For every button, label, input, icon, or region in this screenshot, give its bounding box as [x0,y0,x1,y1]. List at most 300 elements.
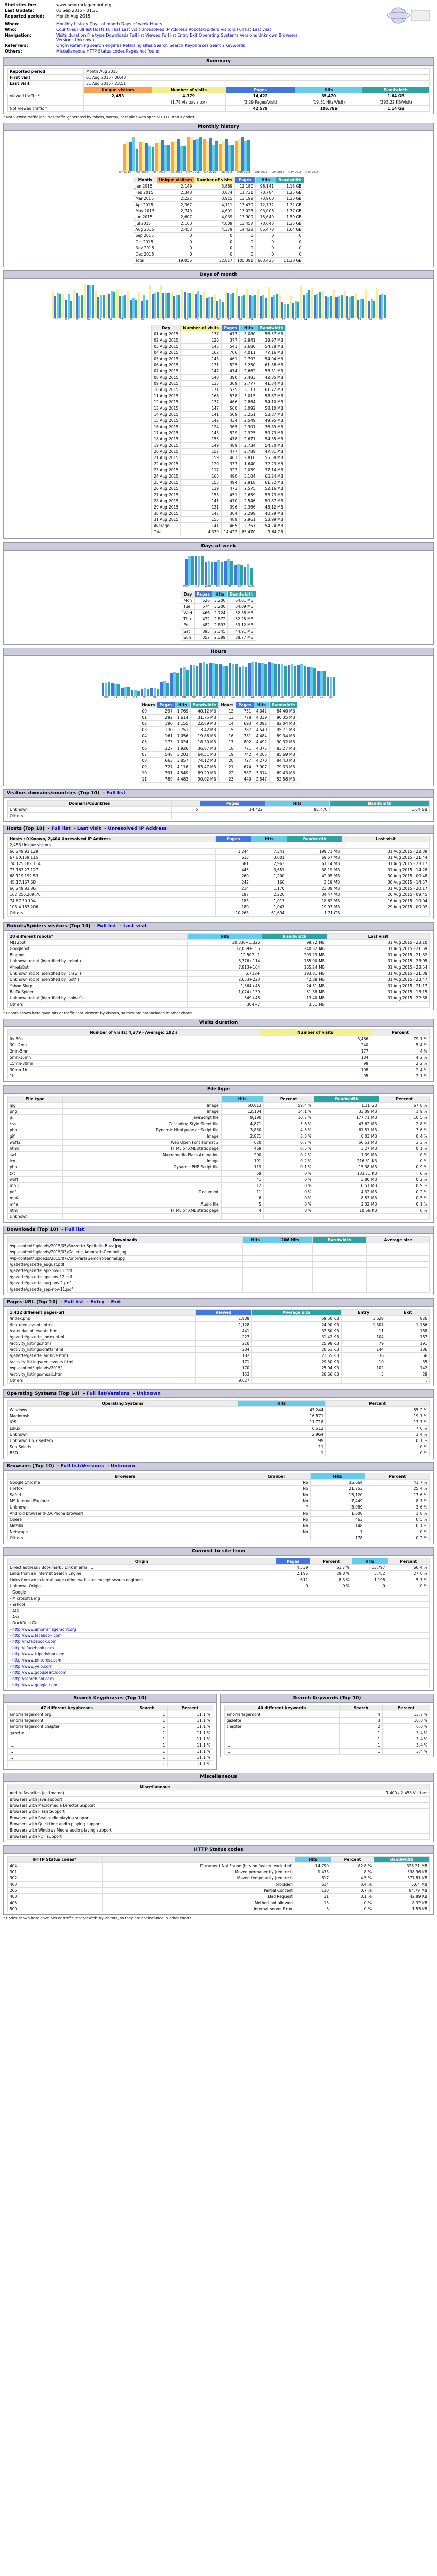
table-cell: . [386,1378,429,1384]
table-header-row [8,1096,430,1103]
table-cell: 3,200 [212,604,227,610]
os-full-list-link[interactable]: Full list/Versions [86,1391,130,1396]
first-visit-value: 01 Aug 2015 - 00:48 [84,75,430,81]
table-cell: 0 [194,233,235,239]
table-cell: 8.03 MB [314,1133,379,1140]
nav-label: Navigation: [5,33,32,38]
downloads-title: Downloads (Top 10) [7,1227,59,1232]
table-cell: 199.71 MB [287,849,342,855]
nav-referrers-links[interactable]: Origin Referring search engines Referring sites Search Search Keyphrases Search Keywords [56,43,245,48]
pages-entry-link[interactable]: Entry [90,1300,105,1305]
hosts-last-visit-link[interactable]: Last visit [77,826,102,832]
table-cell: 180 [215,904,251,910]
table-cell: 0 [276,251,304,258]
table-cell: 171 [195,1359,252,1365]
table-cell: 5mn-15mn [8,1055,260,1061]
os-unknown-link[interactable]: Unknown [136,1391,161,1396]
table-cell: 802 [236,739,254,745]
table-cell: 3,089 [310,1504,365,1511]
table-cell: 29 Aug 2015 - 00:02 [342,904,430,910]
downloads-full-list-link[interactable]: Full list [65,1227,85,1232]
referring-site-item: - http://www.google.com [8,1682,430,1688]
table-cell: 1.59 GB [276,214,304,221]
table-cell: Oct 2015 [133,239,157,245]
chart-bar [121,688,124,696]
table-header-cell: Hits [251,836,287,842]
table-cell [302,1821,430,1827]
table-cell: 13,457 [235,221,256,227]
table-cell: 171 [181,387,222,393]
robots-table [7,933,430,1008]
table-cell: 3,651 [251,867,287,873]
robots-last-visit-link[interactable]: Last visit [123,924,147,929]
table-cell: 206 [8,1888,103,1894]
table-row [152,504,286,511]
table-cell: 5.6 % [264,1121,314,1127]
table-cell: 2,963 [251,861,287,867]
table-cell: 38.77 MB [228,635,256,641]
table-cell: 4,265 [254,752,269,758]
table-cell: 140 [181,375,222,381]
table-cell: 214 [215,886,251,892]
chart-label: 05 [97,318,102,321]
table-cell: 170 [195,1365,252,1371]
table-row [152,375,286,381]
table-cell: Links from an Internet Search Engine [8,1571,276,1577]
table-cell: 477 [222,331,240,337]
hosts-unresolved-link[interactable]: Unresolved IP Address [108,826,167,832]
bar-group [203,291,213,318]
table-cell: Bad Request [102,1894,295,1900]
table-cell: 31 Aug 2015 - 21:44 [342,855,430,861]
table-row [133,183,304,190]
table-cell: 0.2 % [264,1158,314,1164]
table-cell: 188 [386,1328,429,1334]
chart-label: 16 [216,318,221,321]
table-cell: 126 [181,337,222,344]
chart-bar [237,564,240,585]
os-title: Operating Systems (Top 10) [7,1391,80,1396]
table-cell: 771 [236,745,254,752]
table-cell: 1,128 [195,1322,252,1328]
table-cell: 40.12 MB [191,708,218,715]
chart-bar [349,297,351,318]
table-cell: 5,752 [352,1571,388,1577]
table-header-cell: Hits [265,801,330,807]
table-cell: 47,244 [238,1407,325,1413]
table-cell: 04 [140,733,157,739]
table-row [8,1608,430,1614]
table-cell: ... [7,1761,126,1767]
bar-group [317,671,326,696]
chart-bar [206,141,209,171]
table-cell: 1.64 GB [276,227,304,233]
table-cell: 165.24 MB [262,964,327,971]
chart-bar [139,142,142,171]
table-cell: 183 [215,898,251,904]
table-header-cell: Percent [264,1096,314,1103]
table-row [133,214,304,221]
chart-bar [92,285,94,318]
table-cell: 15.38 MB [314,1164,379,1171]
table-header-cell: Hits [240,325,258,331]
table-cell: 51.38 MB [262,989,327,995]
table-cell: 0 [235,251,256,258]
table-cell: Jun 2015 [133,214,157,221]
table-row [8,886,430,892]
search-engine-item: - AOL [8,1608,430,1614]
table-cell: 42.85 MB [258,375,285,381]
table-cell: 1,564+45 [187,983,262,989]
table-header-cell: Hits [295,1857,331,1863]
chart-label: 19 [249,318,253,321]
table-cell: Others [8,910,216,917]
table-cell: 75,649 [256,214,276,221]
table-row [8,873,430,879]
table-cell: 159 [181,455,222,461]
table-cell: 141 [181,498,222,504]
chart-bar [106,293,108,318]
table-row [8,1523,430,1529]
chart-bar [250,568,253,585]
table-cell: 31 Aug 2015 - 23:17 [342,861,430,867]
chart-bar [384,295,386,318]
table-row [8,1498,430,1504]
browsers-section: Browsers (Top 10) - Full list/Versions - Unknown Browsers Grabber Hits Percent Google Chrome No 35,664 41.7 % Firefox No 21,753 25.4 % Safari No 15,120 17.6 % MS Internet Explorer No 7,449 8.7 % Unknown ? 3,089 3.6 % Android browser (PDA/Phone browser) No 1,600 1.8 % Opera No 463 0.5 % Mozilla No 148 0.1 % Netscape No 1 0 % Others 178 0.2 % [3,1462,434,1544]
table-row [8,1809,430,1815]
table-cell [312,1280,366,1286]
table-header-cell: Pages [194,591,212,598]
table-header-cell: Hits [212,591,227,598]
nav-others-links[interactable]: Miscellaneous HTTP Status codes Pages not found [56,49,160,54]
chart-bar [199,137,202,171]
chart-bar [209,138,212,171]
table-cell: 33.09 MB [314,1109,379,1115]
os-section: Operating Systems (Top 10) - Full list/Versions - Unknown Operating Systems Hits Percent Windows 47,244 55.2 % Macintosh 16,871 19.7 % iOS 11,718 13.7 % Linux 6,512 7.6 % Unknown 2,964 3.4 % Unknown Unix system 99 0.1 % Sun Solaris 11 0 % BSD 1 0 % [3,1389,434,1459]
table-cell [312,1256,366,1262]
table-cell: 470 [222,498,240,504]
table-header-cell: Number of visits: 4,379 - Average: 192 s [8,1030,260,1036]
table-cell: Browsers with Quicktime audio playing support [8,1821,302,1827]
hosts-full-list-link[interactable]: Full list [51,826,71,832]
table-cell: php [8,1164,63,1171]
chart-bar [243,295,245,318]
table-cell: 17 Aug 2015 [152,430,181,436]
table-row [8,879,430,886]
summary-title: Summary [3,57,434,65]
chart-bar [371,299,373,318]
viewed-value: 1.64 GB [362,93,430,99]
bar-group [214,560,223,585]
table-cell: 1,600 [310,1511,365,1517]
nav-who-links[interactable]: Countries Full list Hosts Full list Last visit Unresolved IP Address Robots/Spiders visitors Full list Last visit [56,27,271,32]
table-cell: 0 % [379,1152,430,1158]
pages-full-list-link[interactable]: Full list [64,1300,84,1305]
table-cell: 2.2 % [371,1061,430,1067]
table-cell: 37.14 MB [258,467,285,473]
table-cell: /wp-content/uploads/2015/... [8,1365,196,1371]
table-cell [63,1214,221,1220]
table-cell: 560 [222,405,240,412]
hosts-section: Hosts (Top 10) - Full list - Last visit - Unresolved IP Address Hosts : 0 Known, 2,404 Unresolved IP Address Pages Hits Bandwidth Last visit 2,453 Unique visitors 66.249.93.129 1,244 7,341 199.71 MB 31 Aug 2015 - 22:39 67.80.159.115 613 3,001 69.57 MB 31 Aug 2015 - 21:44 74.125.182.114 581 2,963 61.14 MB 31 Aug 2015 - 23:17 73.163.27.127 445 3,651 38.19 MB 31 Aug 2015 - 14:28 68.119.192.53 260 1,200 42.05 MB 30 Aug 2015 - 00:48 45.17.167.68 242 160 3.19 MB 30 Aug 2015 - 14:57 66.249.93.86 214 1,170 23.39 MB 31 Aug 2015 - 20:17 162.250.209.70 197 2,226 34.47 MB 26 Aug 2015 - 09:45 74.67.30.194 183 1,017 18.62 MB 16 Aug 2015 - 19:04 108.4.163.206 180 1,047 19.93 MB 29 Aug 2015 - 00:02 Others 10,263 61,694 1.21 GB [3,825,434,919]
bar-group [195,556,204,585]
table-row [8,861,430,867]
bar-group [229,663,238,696]
table-cell: 54.04 MB [258,356,285,362]
table-cell: 30mn-1h [8,1067,260,1073]
chart-label: 22 [320,696,323,699]
chart-bar [205,562,207,585]
chart-bar [180,668,182,696]
table-cell: 25.4 % [365,1486,429,1492]
search-section [3,1694,434,1770]
chart-bar [260,296,262,318]
hours-section [3,648,434,786]
chart-bar [123,144,126,171]
bar-group [209,663,218,696]
table-cell: mp4 [8,1195,63,1201]
duration-section [3,1019,434,1082]
table-header-cell: Bandwidth [276,177,304,183]
chart-bar [76,293,78,318]
table-cell: 00 [140,708,157,715]
table-cell: 4,375 [254,745,269,752]
chart-label: 02 [65,318,69,321]
table-cell: Document Not Found (hits on favicon excluded) [102,1863,295,1869]
table-header-cell: Search [126,1705,167,1711]
table-cell: 1.13 GB [276,183,304,190]
table-row [8,1626,430,1633]
table-cell: 0 % [264,1177,314,1183]
table-header-cell: Hours [218,702,236,708]
table-cell: Others [8,1378,196,1384]
table-cell: 74.67.30.194 [8,898,216,904]
table-cell: 0.4 % [379,1133,430,1140]
bar-group [365,290,375,318]
table-row [8,1195,430,1201]
table-row [7,1724,213,1730]
chart-bar [244,567,246,585]
table-cell: /activity_listings.html [8,1341,196,1347]
table-cell: 663 [157,758,175,764]
table-cell: 1,166 [386,1322,429,1328]
table-cell: ... [224,1736,340,1742]
notviewed-value [84,106,152,112]
chart-bar [265,298,267,318]
table-row [8,1201,430,1208]
table-cell: Dynamic Html page or Script file [63,1127,221,1133]
table-cell: 22.89 MB [191,721,218,727]
table-cell [268,1268,313,1274]
chart-bar [198,556,200,585]
table-cell: 15 [218,727,236,733]
table-cell: 1.9 % [379,1109,430,1115]
pages-exit-link[interactable]: Exit [111,1300,121,1305]
table-cell: 1 [310,1529,365,1535]
table-row [8,1274,430,1280]
chart-bar [330,296,332,318]
table-cell: 143 [181,430,222,436]
table-cell: 548 [157,752,175,758]
table-cell: pdf [8,1189,63,1195]
chart-bar [227,293,229,318]
table-cell: 0.2 % [264,1152,314,1158]
table-cell: 168 [181,393,222,399]
table-row [224,1742,430,1749]
table-cell: Method not allowed [102,1900,295,1906]
table-cell [242,1280,268,1286]
table-cell: 30 Aug 2015 [152,511,181,517]
robots-full-list-link[interactable]: Full list [97,924,116,929]
table-cell: 706 [222,350,240,356]
table-cell [268,1286,313,1293]
table-cell: 1,200 [251,873,287,879]
table-cell: 137 [181,399,222,405]
table-cell: 2,724 [212,610,227,616]
table-cell: 1,769 [175,708,190,715]
chart-bar [235,664,238,696]
table-cell: 35,664 [310,1480,365,1486]
chart-bar [268,662,271,696]
table-cell: 0 % [310,1583,352,1589]
domains-title: Visitors domains/countries (Top 10) [7,791,100,796]
table-cell: 17.6 % [365,1492,429,1498]
table-cell: 117 [181,467,222,473]
table-cell [312,1249,366,1256]
table-row [7,1761,213,1767]
table-cell: 31 Aug 2015 - 13:15 [327,989,429,995]
table-row [8,1869,430,1875]
table-cell: 99 [238,1438,325,1444]
table-header-cell: Pages [157,702,175,708]
duration-table [7,1029,430,1079]
nav-navigation-links[interactable]: Visits duration File type Downloads Full list Viewed Full list Entry Exit Operating Systems Versions Unknown Browsers Versions Unknown [56,33,298,42]
table-cell: 08 [140,758,157,764]
referrers-section [3,1547,434,1691]
table-row [8,1365,430,1371]
table-header-cell: Downloads [8,1237,243,1243]
table-cell: 400 [8,1894,103,1900]
table-cell: 14.1 % [264,1109,314,1115]
table-row [152,443,286,449]
table-cell: 58.87 MB [258,393,285,399]
domains-full-list-link[interactable]: Full list [106,791,126,796]
table-cell: 53.12 MB [228,622,256,629]
chart-bar [173,296,175,318]
table-cell: No [243,1486,311,1492]
table-row [8,1620,430,1626]
table-cell: 7,341 [251,849,287,855]
table-cell: 10.3 % [382,1718,430,1724]
header-label: Reported period: [5,14,44,19]
chart-bar [162,293,164,318]
table-cell: ... [7,1742,126,1749]
pages-section: Pages-URL (Top 10) - Full list - Entry - Exit 1,422 different pages-url Viewed Average size Entry Exit /index.php 1,909 59.50 KB 1,629 826 /featured_events.html 1,128 24.90 KB 1,307 1,166 /calendar_of_events.html 441 32.80 KB 11 188 /gazette/gazette_index.html 227 31.42 KB 104 187 /activity_listings.html 210 25.98 KB 79 191 /activity_listings/crafts.html 204 20.61 KB 144 186 /gazette/gazette_archive.html 182 21.55 KB 36 66 /activity_listings/rec_events.html 171 29.30 KB 10 35 /wp-content/uploads/2015/... 170 25.04 KB 102 142 /activity_listings/music.html 153 26.66 KB 5 29 Others 9,627 . [3,1298,434,1386]
table-row [8,1115,430,1121]
table-cell: 85.69 MB [270,752,297,758]
chart-bar [142,142,145,171]
table-cell: 1,198 [352,1577,388,1583]
table-cell: 0 [276,1583,310,1589]
table-row [7,1742,213,1749]
table-cell: 474 [222,368,240,375]
table-cell: 1.35 GB [276,221,304,227]
chart-bar [127,687,130,696]
chart-bar [208,297,210,318]
robots-title: Robots/Spiders visitors (Top 10) [7,924,91,929]
table-cell [367,1243,430,1249]
browsers-full-list-link[interactable]: Full list/Versions [60,1464,104,1469]
table-cell: 99 [260,1061,371,1067]
table-row [133,251,304,258]
nav-when-links[interactable]: Monthly history Days of month Days of week Hours [56,22,162,26]
table-cell: 3.51 MB [262,1002,327,1008]
bar-group [278,664,287,696]
table-cell: 31.75 MB [191,715,218,721]
table-cell: 0s-30s [8,1036,260,1042]
table-cell: 1 [126,1761,167,1767]
table-row [133,221,304,227]
robots-subtitle: 20 different robots* [8,934,188,940]
table-cell: 13 [295,1900,331,1906]
table-cell: 2,659 [240,492,258,498]
header-value: 01 Sep 2015 - 01:31 [56,8,98,13]
table-cell: 525 [222,362,240,368]
chart-label: May 2015 [186,171,200,174]
weekdays-table [181,591,256,641]
table-row [140,739,297,745]
table-row [133,258,304,264]
table-cell: 89.29 MB [191,770,218,776]
browsers-unknown-link[interactable]: Unknown [110,1464,135,1469]
table-cell: Jan 2015 [133,183,157,190]
table-cell: 751 [175,727,190,733]
table-cell: Netscape [8,1529,243,1535]
chart-bar [230,294,232,318]
table-row [8,1413,430,1419]
table-header-cell: Exit [386,1310,429,1316]
chart-bar [129,142,132,171]
col-hits: Hits [295,87,362,93]
table-cell: 10.7 % [264,1115,314,1121]
table-cell: 4,111 [194,202,235,208]
table-header-row [224,1705,430,1711]
table-cell: 0.7 % [331,1888,374,1894]
table-row [152,455,286,461]
table-cell: 0 % [326,1450,430,1456]
col-bandwidth: Bandwidth [362,87,430,93]
robots-section: Robots/Spiders visitors (Top 10) - Full list - Last visit 20 different robots* Hits Bandwidth Last visit MJ12bot 10,336+1,326 99.72 MB 31 Aug 2015 - 23:10 Googlebot 12,059+155 240.32 MB 31 Aug 2015 - 21:59 Bingbot 12,502+1 299.29 MB 31 Aug 2015 - 21:32 Unknown robot (identified by 'robot') 8,776+114 185.90 MB 31 Aug 2015 - 23:05 AhrefsBot 7,813+164 165.24 MB 31 Aug 2015 - 23:54 Unknown robot (identified by 'crawl') 6,712+ 193.81 MB 31 Aug 2015 - 21:38 Unknown robot (identified by 'bot*') 2,653+223 42.88 MB 31 Aug 2015 - 23:47 Yahoo Slurp 1,564+45 24.31 MB 31 Aug 2015 - 21:17 BaiDuSpider 1,074+139 51.38 MB 31 Aug 2015 - 13:15 Unknown robot (identified by 'spider') 549+48 13.40 MB 31 Aug 2015 - 22:38 Others 304+7 3.51 MB * Robots shown here gave hits or traffic "not viewed" by visitors, so they are not included in other charts. [3,922,434,1015]
table-row [140,715,297,721]
table-header-cell: 40 different keywords [224,1705,340,1711]
table-cell [63,1171,221,1177]
table-cell: woff2 [8,1140,63,1146]
chart-bar [222,141,225,171]
table-cell: 541 [222,344,240,350]
bar-group [149,285,159,318]
chart-bar [351,296,354,318]
table-row [8,1341,430,1347]
table-row [8,1657,430,1664]
nav-label: Who: [5,27,17,32]
misc-section [3,1773,434,1842]
chart-bar [255,662,257,696]
table-header-cell: Domains/Countries [8,801,172,807]
table-cell: 2,653+223 [187,977,262,983]
table-row [7,1711,213,1718]
bar-group [141,688,149,696]
table-cell [367,1274,430,1280]
